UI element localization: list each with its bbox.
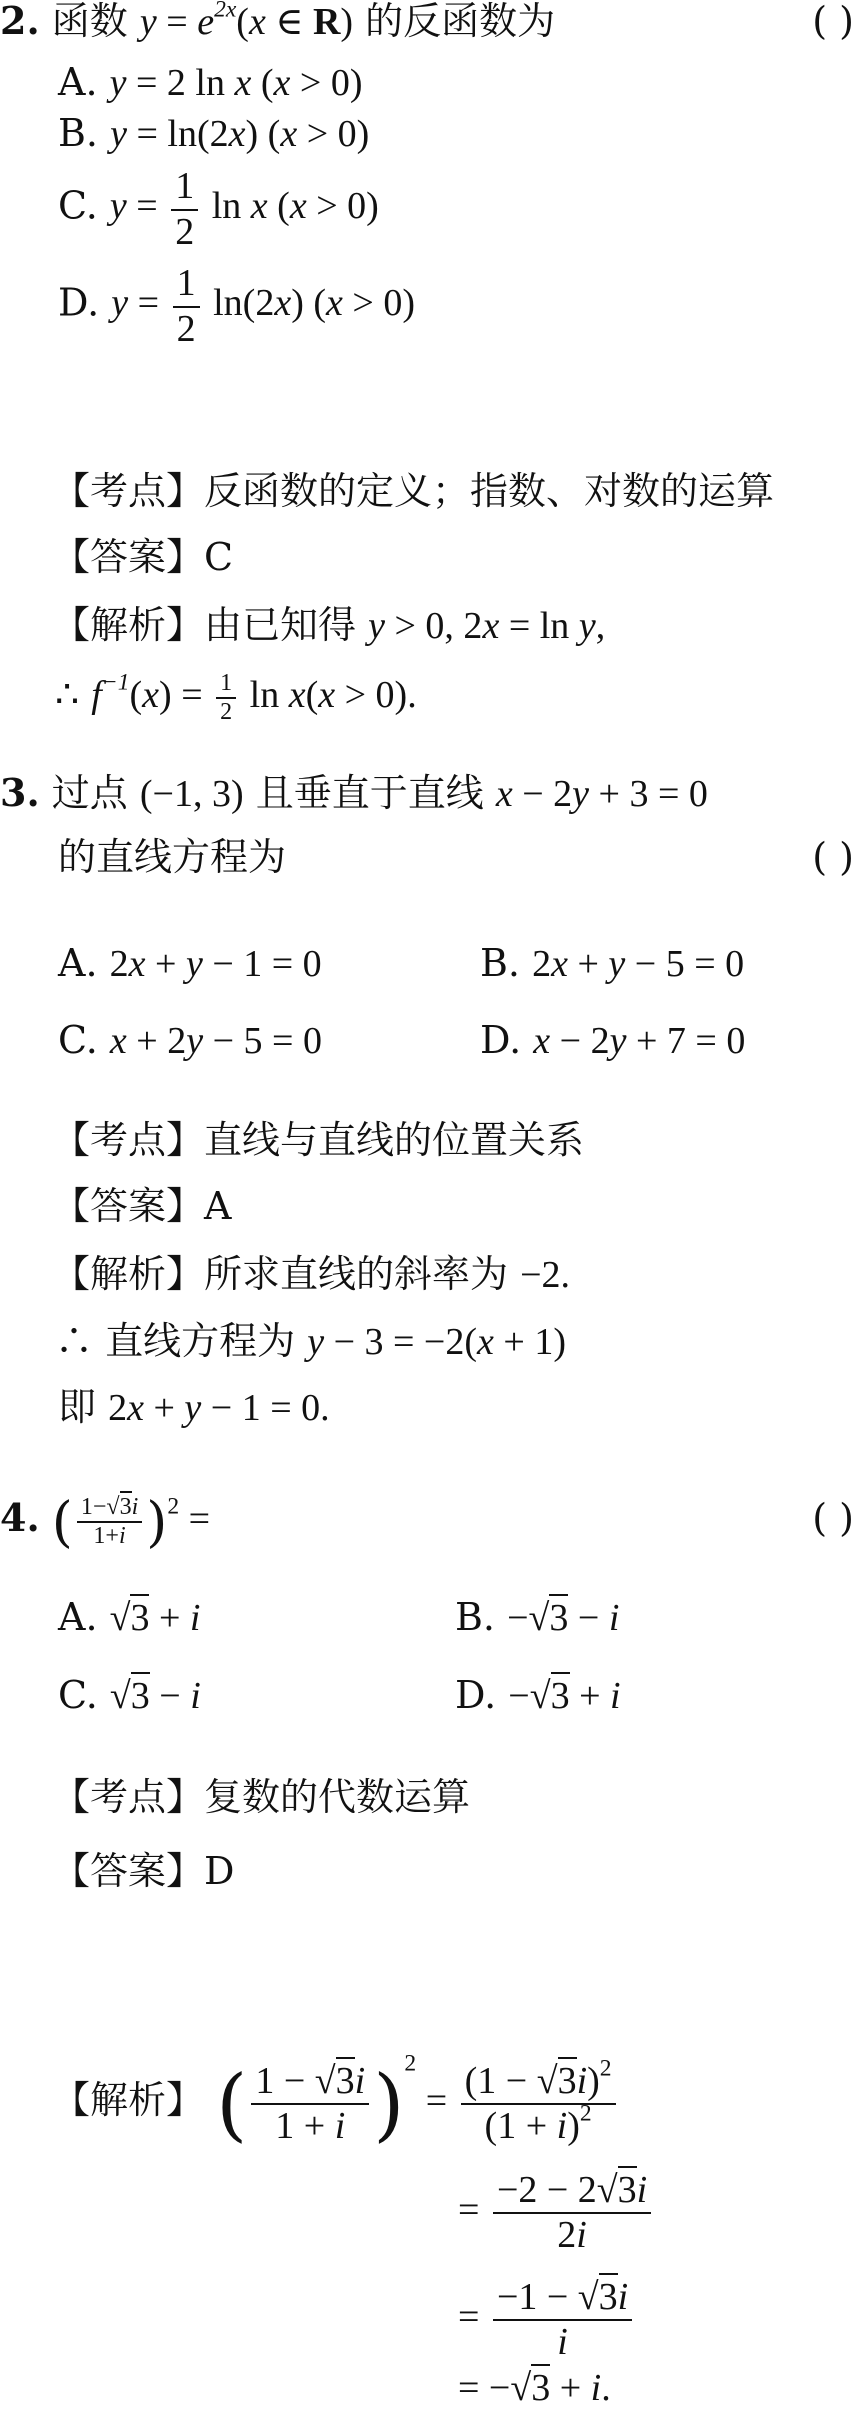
q4-answer xyxy=(52,1846,234,1896)
option-formula: x − 2y + 7 = 0 xyxy=(533,1020,746,1062)
option-formula: √3 − i xyxy=(110,1672,201,1717)
q3-solution-line3 xyxy=(58,1382,330,1433)
stem-formula: (−1, 3) xyxy=(139,773,244,815)
q3-option-c xyxy=(58,1015,322,1066)
question-number: 3. xyxy=(0,770,40,815)
answer-blank: ( ) xyxy=(812,835,854,879)
solution-formula: = $\frac{-2 - 2√3i}{2i}$ xyxy=(458,2189,655,2231)
option-label: A. xyxy=(58,60,98,104)
q2-option-c xyxy=(58,165,379,254)
answer-blank: ( ) xyxy=(812,0,854,43)
q2-solution xyxy=(52,600,605,651)
q2-stem xyxy=(0,0,555,47)
answer-blank: ( ) xyxy=(812,1496,854,1540)
option-label: D. xyxy=(58,280,100,325)
option-formula: −√3 + i xyxy=(508,1672,620,1717)
q2-option-d xyxy=(58,262,415,351)
kaodian-text: 反函数的定义；指数、对数的运算 xyxy=(204,469,775,513)
q4-solution xyxy=(52,2030,620,2174)
tag: 【答案】 xyxy=(52,535,205,579)
tag: 【考点】 xyxy=(52,469,205,513)
option-label: B. xyxy=(58,111,99,155)
stem-formula: x − 2y + 3 = 0 xyxy=(495,773,708,815)
fraction: $\frac{1 - √3i}{1 + i}$ xyxy=(251,2060,369,2149)
option-label: C. xyxy=(58,1673,98,1717)
option-formula: y = 2 ln x (x > 0) xyxy=(109,62,363,104)
kaodian-text: 直线与直线的位置关系 xyxy=(204,1118,585,1162)
q2-kaodian xyxy=(52,466,774,516)
tag: 【考点】 xyxy=(52,1775,205,1819)
fraction: $\frac{1}{2}$ xyxy=(173,262,200,351)
q4-option-d xyxy=(455,1670,621,1721)
solution-text: 所求直线的斜率为 xyxy=(204,1252,509,1296)
q4-option-b xyxy=(455,1592,619,1643)
q3-solution xyxy=(52,1249,570,1300)
option-formula: √3 + i xyxy=(110,1594,201,1639)
stem-text: 的直线方程为 xyxy=(58,835,287,879)
q3-option-d xyxy=(480,1015,745,1066)
q3-answer xyxy=(52,1181,231,1231)
solution-text: 由已知得 xyxy=(204,603,357,647)
option-formula: y = $\frac{1}{2}$ ln(2x) (x > 0) xyxy=(111,262,415,350)
option-formula: y = ln(2x) (x > 0) xyxy=(110,113,370,155)
q3-solution-line2 xyxy=(55,1316,566,1367)
stem-text: 过点 xyxy=(51,771,128,815)
q3-kaodian xyxy=(52,1115,584,1165)
solution-text: ∴ 直线方程为 xyxy=(55,1319,296,1363)
solution-text: 即 xyxy=(58,1385,97,1429)
option-label: A. xyxy=(58,1595,98,1639)
option-formula: y = $\frac{1}{2}$ ln x (x > 0) xyxy=(109,165,379,253)
stem-formula: $y = e^{2x}(x$ ∈ R) xyxy=(139,0,354,43)
tag: 【考点】 xyxy=(52,1118,205,1162)
answer-text: A xyxy=(204,1184,232,1228)
fraction: $\frac{1}{2}$ xyxy=(171,165,198,254)
solution-formula: = −√3 + i. xyxy=(458,2364,611,2409)
option-formula: 2x + y − 1 = 0 xyxy=(109,943,322,985)
q3-stem-line2 xyxy=(58,832,286,882)
tag: 【答案】 xyxy=(52,1184,205,1228)
stem-formula: ( $\frac{1-√3i}{1+i}$ )$^2$ = xyxy=(51,1490,211,1554)
question-number: 4. xyxy=(0,1495,40,1540)
fraction: $\frac{(1 - √3i)^2}{(1 + i)^2}$ xyxy=(461,2060,616,2149)
q3-stem-line1 xyxy=(0,768,708,819)
option-formula: x + 2y − 5 = 0 xyxy=(109,1020,322,1062)
q4-option-a xyxy=(58,1592,200,1643)
q4-stem xyxy=(0,1486,210,1554)
stem-text: 且垂直于直线 xyxy=(255,771,484,815)
option-label: D. xyxy=(480,1018,522,1062)
solution-formula: y > 0, 2x = ln y, xyxy=(368,605,606,647)
option-formula: 2x + y − 5 = 0 xyxy=(532,943,745,985)
solution-formula: 2x + y − 1 = 0. xyxy=(108,1387,330,1429)
fraction: $\frac{1}{2}$ xyxy=(216,670,236,727)
question-number: 2. xyxy=(0,0,40,43)
solution-formula: $f^{-1}(x)$ = $\frac{1}{2}$ ln x(x > 0). xyxy=(91,669,417,726)
solution-formula: ( $\frac{1 - √3i}{1 + i}$ )$^2$ = $\frac{(1 - √3i)^2}{(1 + i)^2}$ xyxy=(216,2080,619,2122)
fraction: $\frac{-2 - 2√3i}{2i}$ xyxy=(493,2169,651,2258)
kaodian-text: 复数的代数运算 xyxy=(204,1775,471,1819)
tag: 【解析】 xyxy=(52,1252,205,1296)
answer-text: C xyxy=(204,535,234,579)
solution-formula: = $\frac{-1 - √3i}{i}$ xyxy=(458,2296,636,2338)
option-label: A. xyxy=(58,941,98,985)
tag: 【解析】 xyxy=(52,2078,205,2122)
option-formula: −√3 − i xyxy=(507,1594,619,1639)
answer-text: D xyxy=(204,1849,235,1893)
stem-text: 函数 xyxy=(51,0,128,43)
q4-solution-step3 xyxy=(458,2266,636,2367)
option-label: D. xyxy=(455,1673,497,1717)
q2-option-b xyxy=(58,108,369,159)
solution-formula: −2. xyxy=(520,1254,571,1296)
tag: 【解析】 xyxy=(52,603,205,647)
q4-option-c xyxy=(58,1670,201,1721)
fraction: $\frac{1-√3i}{1+i}$ xyxy=(77,1494,142,1551)
stem-text: 的反函数为 xyxy=(365,0,556,43)
q2-option-a xyxy=(58,57,363,108)
fraction: $\frac{-1 - √3i}{i}$ xyxy=(493,2276,632,2365)
solution-formula: y − 3 = −2(x + 1) xyxy=(307,1321,566,1363)
q2-solution-conclusion xyxy=(55,669,417,727)
option-label: C. xyxy=(58,183,98,228)
q4-solution-step2 xyxy=(458,2154,655,2265)
q3-option-a xyxy=(58,938,322,989)
tag: 【答案】 xyxy=(52,1849,205,1893)
q2-answer xyxy=(52,532,233,582)
q4-solution-step4 xyxy=(458,2362,611,2413)
option-label: B. xyxy=(480,941,521,985)
option-label: B. xyxy=(455,1595,496,1639)
q3-option-b xyxy=(480,938,744,989)
option-label: C. xyxy=(58,1018,98,1062)
therefore-symbol: ∴ xyxy=(55,672,80,716)
q4-kaodian xyxy=(52,1772,470,1822)
